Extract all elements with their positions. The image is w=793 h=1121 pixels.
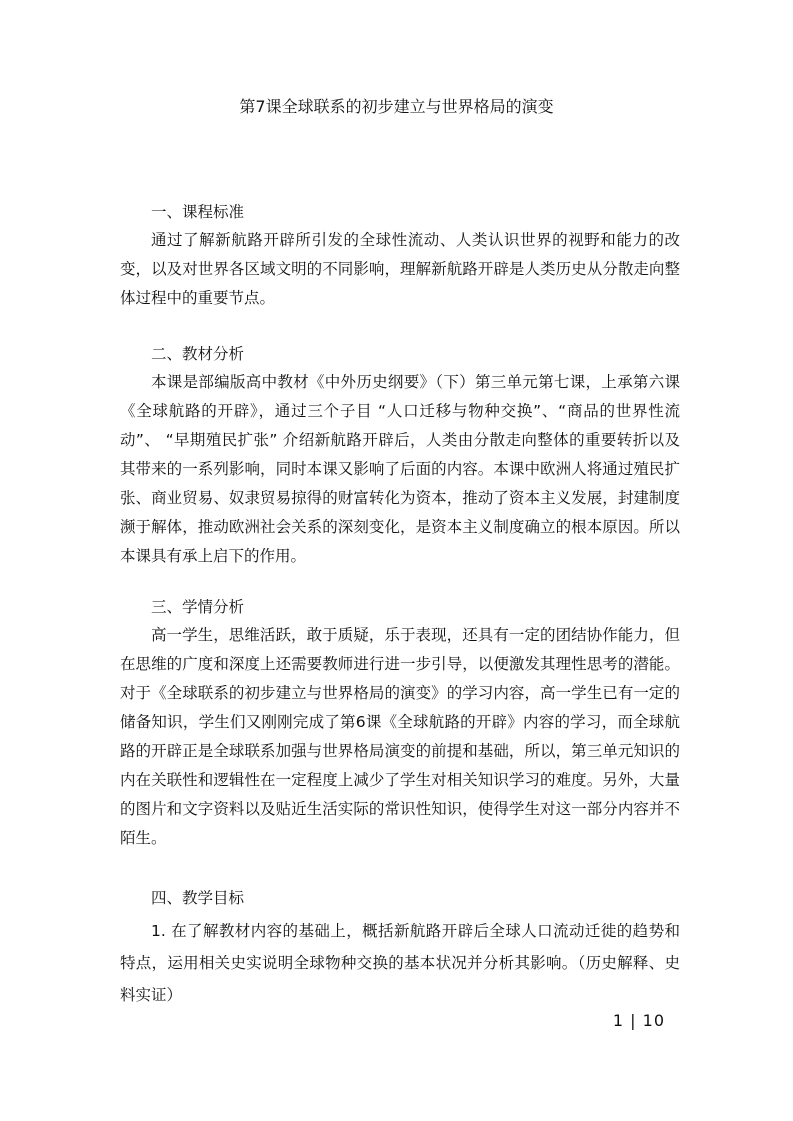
document-title: 第7课全球联系的初步建立与世界格局的演变 — [239, 97, 554, 116]
section-heading: 二、教材分析 — [151, 345, 245, 363]
section-heading: 一、课程标准 — [151, 203, 245, 221]
page-number: 1 — [612, 1011, 625, 1030]
section-heading: 三、学情分析 — [151, 598, 245, 616]
section-paragraph: 本课是部编版高中教材《中外历史纲要》（下）第三单元第七课，上承第六课《全球航路的开辟》，通过三个子目 “人口迁移与物种交换”、“商品的世界性流动”、 “早期殖民扩张” 介绍新航路开辟后，人类由分散走向整体的重要转折以及其带来的一系列影响，同时本课又影响了后面的内容。本课中欧洲人将通过殖民扩张、商业贸易、奴隶贸易掠得的财富转化为资本，推动了资本主义发展，封建制度濒于解体，推动欧洲社会关系的深刻变化，是资本主义制度确立的根本原因。所以本课具有承上启下的作用。 — [120, 373, 680, 565]
section-paragraph: 通过了解新航路开辟所引发的全球性流动、人类认识世界的视野和能力的改变，以及对世界各区域文明的不同影响，理解新航路开辟是人类历史从分散走向整体过程中的重要节点。 — [120, 231, 680, 307]
section-learner-analysis — [120, 593, 680, 853]
page-separator: | — [630, 1011, 637, 1030]
section-textbook-analysis — [120, 340, 680, 571]
objective-item: 1. 在了解教材内容的基础上，概括新航路开辟后全球人口流动迁徙的趋势和特点，运用相关史实说明全球物种交换的基本状况并分析其影响。（历史解释、史料实证） — [120, 922, 680, 1004]
section-teaching-objectives — [120, 884, 680, 1011]
section-course-standard — [120, 198, 680, 313]
section-heading: 四、教学目标 — [151, 889, 245, 907]
total-pages: 10 — [642, 1011, 665, 1030]
section-paragraph: 高一学生，思维活跃，敢于质疑，乐于表现，还具有一定的团结协作能力，但在思维的广度和深度上还需要教师进行进一步引导，以便激发其理性思考的潜能。对于《全球联系的初步建立与世界格局的演变》的学习内容，高一学生已有一定的储备知识，学生们又刚刚完成了第6课《全球航路的开辟》内容的学习，而全球航路的开辟正是全球联系加强与世界格局演变的前提和基础，所以，第三单元知识的内在关联性和逻辑性在一定程度上减少了学生对相关知识学习的难度。另外，大量的图片和文字资料以及贴近生活实际的常识性知识，使得学生对这一部分内容并不陌生。 — [120, 626, 680, 847]
page-footer — [613, 1009, 665, 1033]
